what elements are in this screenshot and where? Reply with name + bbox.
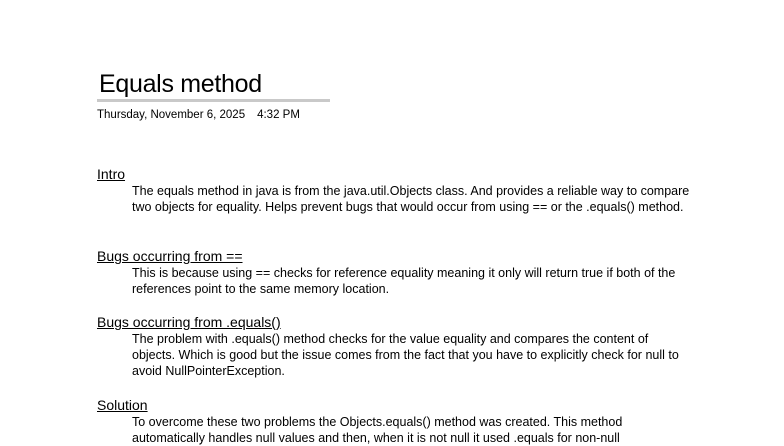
page-time: 4:32 PM [257, 109, 300, 121]
section-bugs-equality-operator [97, 248, 697, 297]
section-body-intro: The equals method in java is from the java.util.Objects class. And provides a reliable way to compare two objects for equality. Helps prevent bugs that would occur from using == or the .equals() method. [132, 184, 690, 214]
section-intro [97, 166, 697, 215]
section-bugs-equals-method [97, 314, 697, 379]
section-body-solution: To overcome these two problems the Objects.equals() method was created. This method automatically handles null values and then, when it is not null it used .equals for non-null [132, 415, 623, 445]
section-body-bugs-equality-operator: This is because using == checks for reference equality meaning it only will return true if both of the references point to the same memory location. [132, 266, 676, 296]
section-heading-bugs-equals-method: Bugs occurring from .equals() [97, 314, 281, 330]
page-date: Thursday, November 6, 2025 [97, 109, 246, 121]
section-heading-intro: Intro [97, 166, 126, 182]
section-body-bugs-equals-method: The problem with .equals() method checks for the value equality and compares the content of objects. Which is good but the issue comes from the fact that you have to explicitly check for null to avoid NullPointerException. [132, 332, 679, 378]
page-title: Equals method [99, 70, 262, 98]
title-underline [97, 99, 330, 102]
section-solution [97, 397, 697, 446]
section-heading-bugs-equality-operator: Bugs occurring from == [97, 248, 243, 264]
section-heading-solution: Solution [97, 397, 148, 413]
page-date-time [97, 108, 300, 122]
